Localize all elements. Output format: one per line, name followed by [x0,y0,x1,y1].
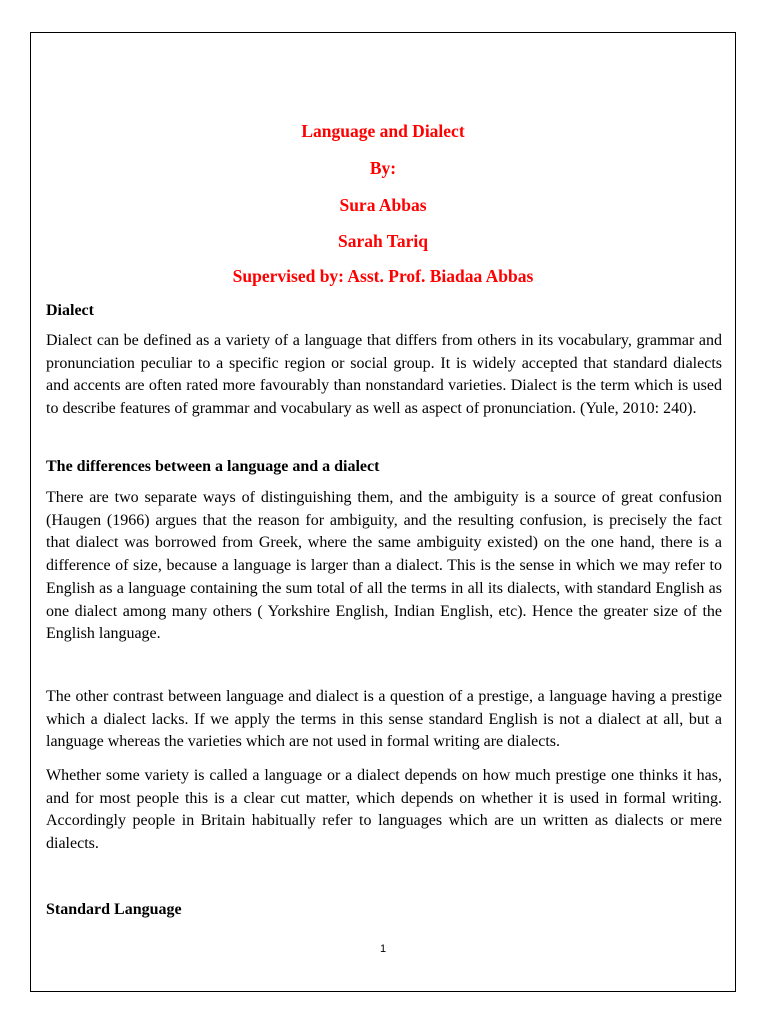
author-name-2: Sarah Tariq [338,231,428,251]
paragraph-differences-prestige: The other contrast between language and dialect is a question of a prestige, a language having a prestige which a dialect lacks. If we apply the terms in this sense standard English is not a dialect at all, but a language whereas the varieties which are not used in formal writing are dialects. [46,688,722,751]
page-number: 1 [379,943,387,955]
supervisor-line: Supervised by: Asst. Prof. Biadaa Abbas [232,266,534,286]
section-heading-differences: The differences between a language and a dialect [46,458,380,475]
paragraph-differences-size: There are two separate ways of distinguishing them, and the ambiguity is a source of great confusion (Haugen (1966) argues that the reason for ambiguity, and the resulting confusion, is precisely the fact that dialect was borrowed from Greek, where the same ambiguity existed) on the one hand, there is a difference of size, because a language is larger than a dialect. This is the sense in which we may refer to English as a language containing the sum total of all the terms in all its dialects, with standard English as one dialect among many others ( Yorkshire English, Indian English, etc). Hence the greater size of the English language. [46,489,722,643]
byline-label: By: [369,158,397,178]
author-name-1: Sura Abbas [339,195,427,215]
section-heading-standard-language: Standard Language [46,901,182,918]
paragraph-dialect-definition: Dialect can be defined as a variety of a language that differs from others in its vocabulary, grammar and pronunciation peculiar to a specific region or social group. It is widely accepted that standard dialects and accents are often rated more favourably than nonstandard varieties. Dialect is the term which is used to describe features of grammar and vocabulary as well as aspect of pronunciation. (Yule, 2010: 240). [46,332,722,418]
paragraph-differences-formal-writing: Whether some variety is called a language or a dialect depends on how much prestige one thinks it has, and for most people this is a clear cut matter, which depends on whether it is used in formal writing. Accordingly people in Britain habitually refer to languages which are un written as dialects or mere dialects. [46,767,722,853]
section-heading-dialect: Dialect [46,302,94,319]
document-title: Language and Dialect [301,121,465,141]
